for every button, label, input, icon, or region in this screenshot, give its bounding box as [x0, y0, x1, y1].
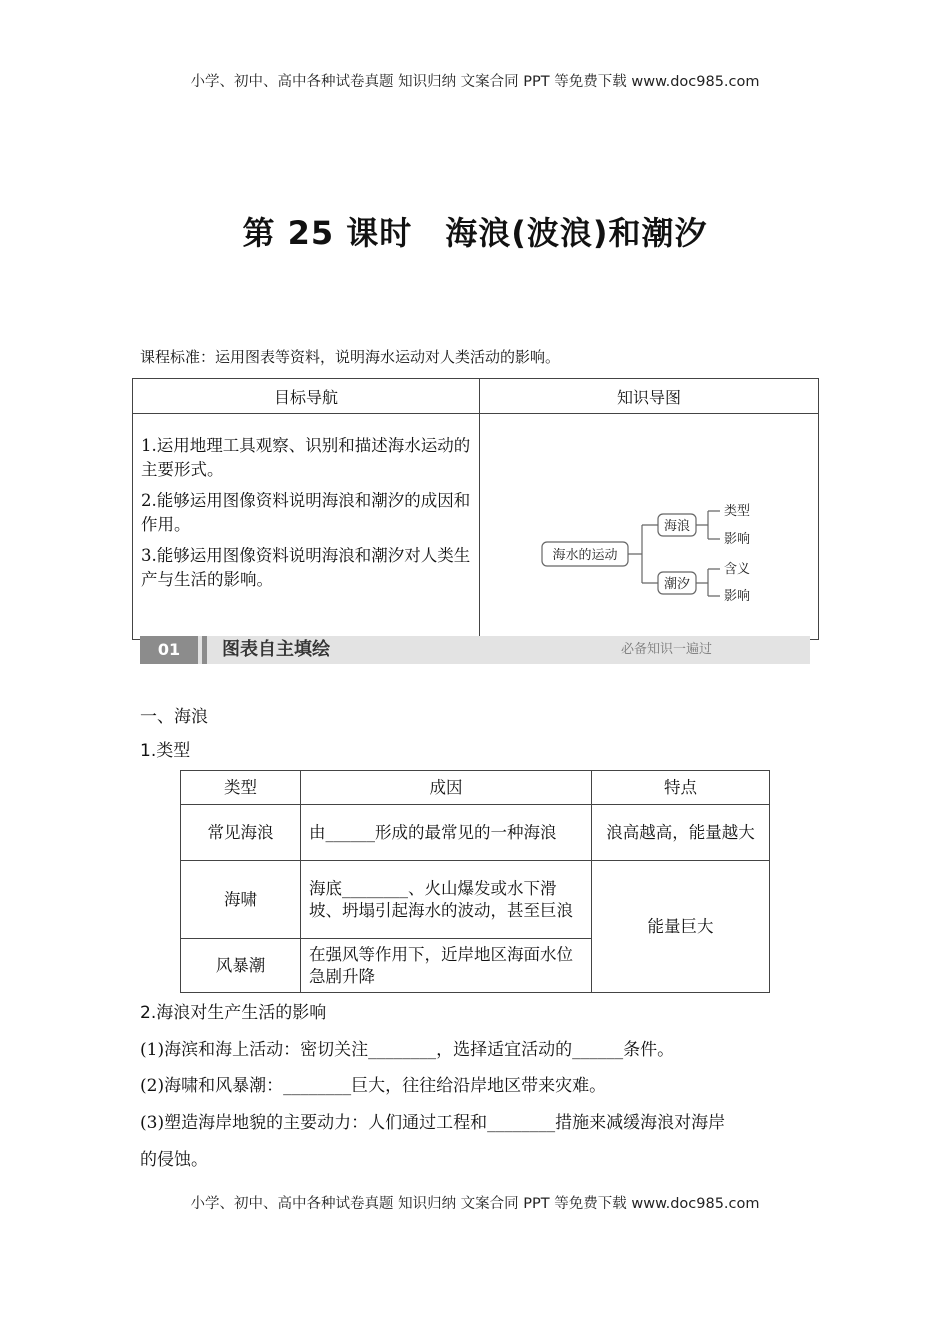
- goal-item: 3.能够运用图像资料说明海浪和潮汐对人类生产与生活的影响。: [141, 546, 471, 589]
- body-line: 的侵蚀。: [140, 1150, 208, 1170]
- mindmap-root: 海水的运动: [552, 548, 618, 563]
- goals-cell: [133, 414, 480, 640]
- body-line: (2)海啸和风暴潮：________巨大，往往给沿岸地区带来灾难。: [140, 1076, 607, 1096]
- goal-item: 1.运用地理工具观察、识别和描述海水运动的主要形式。: [141, 436, 471, 479]
- page-footer: 小学、初中、高中各种试卷真题 知识归纳 文案合同 PPT 等免费下载 www.doc985.com: [190, 1196, 760, 1212]
- mindmap-leaf: 含义: [724, 562, 751, 577]
- table-header: 特点: [592, 771, 770, 805]
- mindmap-connector: [696, 511, 720, 539]
- section-heading: 一、海浪: [140, 707, 208, 727]
- goals-header: 目标导航: [133, 379, 480, 414]
- body-line: (3)塑造海岸地貌的主要动力：人们通过工程和________措施来减缓海浪对海岸: [140, 1113, 726, 1133]
- wave-types-table: [180, 770, 770, 993]
- table-cell: 风暴潮: [181, 939, 301, 993]
- mindmap-leaf: 类型: [724, 504, 751, 519]
- table-cell: 海底________、火山爆发或水下滑坡、坍塌引起海水的波动，甚至巨浪: [301, 861, 592, 939]
- table-cell: 在强风等作用下，近岸地区海面水位急剧升降: [301, 939, 592, 993]
- table-header: 成因: [301, 771, 592, 805]
- subsection-heading: 1.类型: [140, 741, 191, 761]
- table-header: 类型: [181, 771, 301, 805]
- mindmap-connector: [628, 525, 658, 583]
- page-header: 小学、初中、高中各种试卷真题 知识归纳 文案合同 PPT 等免费下载 www.doc985.com: [190, 74, 760, 90]
- goal-item: 2.能够运用图像资料说明海浪和潮汐的成因和作用。: [141, 491, 471, 534]
- mindmap-connector: [696, 569, 720, 596]
- subsection-heading: 2.海浪对生产生活的影响: [140, 1003, 327, 1023]
- mindmap-diagram: [480, 414, 818, 638]
- table-cell: 由______形成的最常见的一种海浪: [301, 805, 592, 861]
- mindmap-node-waves: 海浪: [663, 519, 691, 534]
- section-banner: [140, 636, 810, 664]
- table-cell: 常见海浪: [181, 805, 301, 861]
- banner-label: 图表自主填绘: [222, 639, 330, 660]
- banner-number: 01: [140, 636, 198, 664]
- course-standard: 课程标准：运用图表等资料，说明海水运动对人类活动的影响。: [140, 348, 561, 366]
- banner-divider: [202, 636, 207, 664]
- body-line: (1)海滨和海上活动：密切关注________，选择适宜活动的______条件。: [140, 1040, 675, 1060]
- table-cell: 能量巨大: [592, 861, 770, 993]
- page-title: 第 25 课时 海浪(波浪)和潮汐: [242, 214, 708, 252]
- mindmap-header: 知识导图: [480, 379, 819, 414]
- table-cell: 浪高越高，能量越大: [592, 805, 770, 861]
- overview-table: [132, 378, 819, 640]
- mindmap-leaf: 影响: [724, 532, 751, 547]
- banner-subtitle: 必备知识一遍过: [620, 642, 712, 657]
- table-cell: 海啸: [181, 861, 301, 939]
- mindmap-node-tides: 潮汐: [663, 577, 691, 592]
- mindmap-leaf: 影响: [724, 589, 751, 604]
- mindmap-cell: [480, 414, 819, 640]
